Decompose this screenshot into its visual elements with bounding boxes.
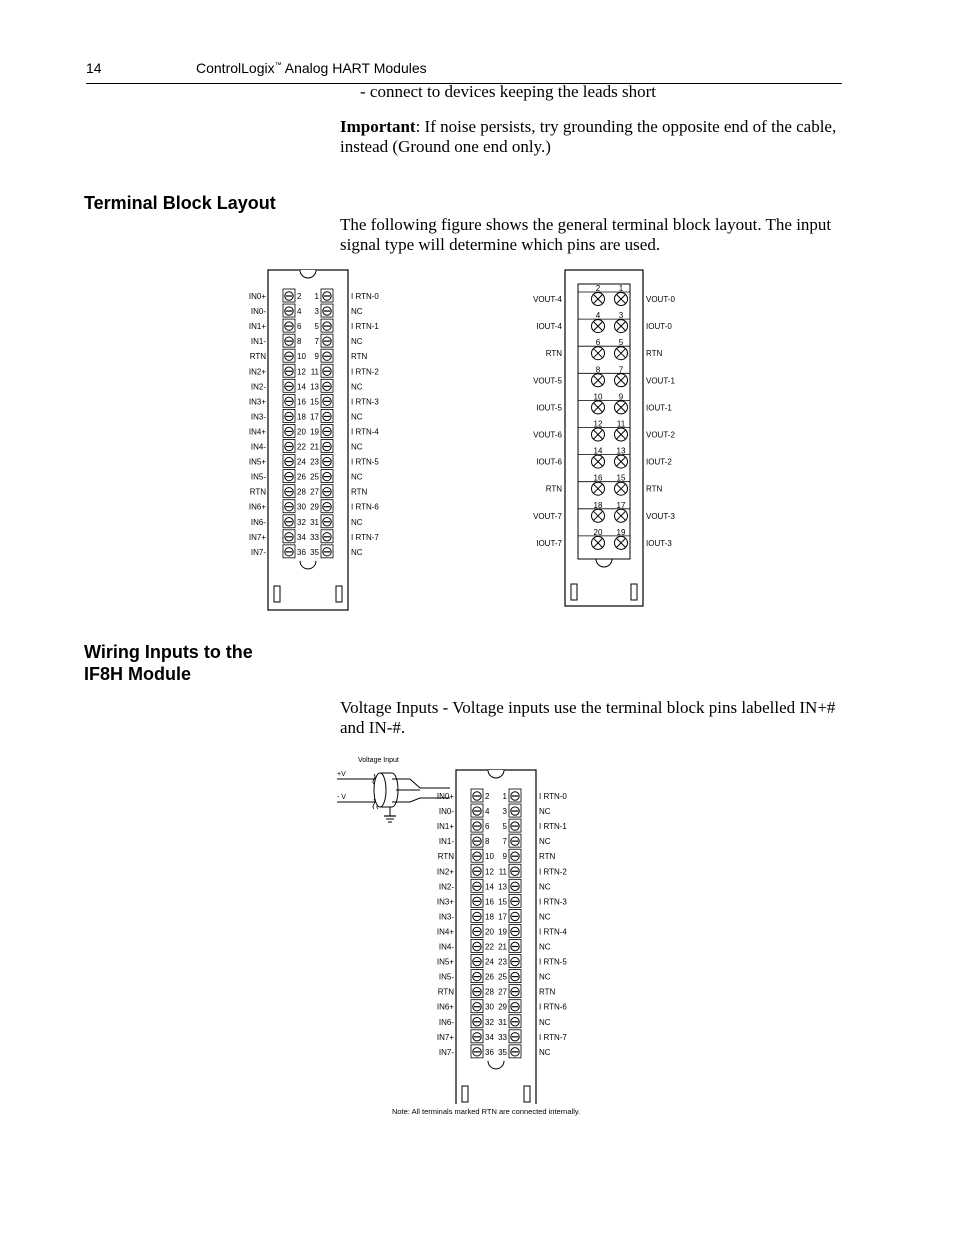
terminal-label-left: IN6-: [438, 1017, 454, 1027]
pin-number: 30: [297, 502, 306, 512]
pin-number: 27: [310, 487, 319, 497]
pin-number: 15: [616, 473, 626, 483]
terminal-label-left: IN6-: [250, 517, 266, 527]
terminal-label-left: IN5+: [436, 957, 454, 967]
pin-number: 25: [498, 972, 507, 982]
pin-number: 15: [310, 397, 319, 407]
important-label: Important: [340, 117, 416, 136]
pin-number: 35: [498, 1047, 507, 1057]
pin-number: 13: [310, 382, 319, 392]
terminal-label-right: I RTN-2: [539, 867, 567, 877]
pin-number: 23: [498, 957, 507, 967]
terminal-label-left: IN6+: [436, 1002, 454, 1012]
terminal-label-left: RTN: [437, 852, 454, 862]
pin-number: 36: [297, 547, 306, 557]
pin-number: 14: [485, 882, 494, 892]
terminal-label-right: I RTN-0: [539, 792, 567, 801]
page-number: 14: [86, 60, 102, 76]
pin-number: 18: [593, 500, 603, 510]
release-tab-left: [274, 586, 280, 602]
wiring-heading: [84, 641, 253, 685]
terminal-label-right: I RTN-6: [351, 502, 379, 512]
pin-number: 13: [616, 446, 626, 456]
terminal-label-right: NC: [351, 517, 363, 527]
terminal-label-right: IOUT-1: [646, 403, 672, 413]
pin-number: 14: [297, 382, 306, 392]
terminal-label-left: IN4+: [436, 927, 454, 937]
intro-paragraph: The following figure shows the general terminal block layout. The input signal type will determine which pins are used.: [340, 215, 832, 254]
terminal-label-right: VOUT-2: [646, 430, 675, 440]
pin-number: 21: [498, 942, 507, 952]
terminal-label-left: RTN: [437, 987, 454, 997]
terminal-label-right: RTN: [539, 987, 556, 997]
pin-number: 10: [297, 352, 306, 362]
pin-number: 4: [297, 307, 302, 317]
minus-v-label: - V: [337, 794, 346, 801]
terminal-label-right: NC: [351, 382, 363, 392]
terminal-block-outline: [456, 770, 536, 1104]
terminal-label-left: VOUT-6: [533, 430, 562, 440]
input-terminal-block-diagram: [240, 266, 390, 612]
cable-shield-end: [374, 773, 386, 807]
terminal-label-left: IN7-: [438, 1047, 454, 1057]
terminal-label-right: NC: [351, 472, 363, 482]
pin-number: 12: [593, 419, 603, 429]
terminal-label-right: VOUT-3: [646, 511, 675, 521]
terminal-label-right: I RTN-7: [539, 1032, 567, 1042]
pin-number: 18: [297, 412, 306, 422]
terminal-label-left: IN1+: [248, 322, 266, 332]
pin-number: 33: [498, 1032, 507, 1042]
terminal-label-left: IN0+: [248, 292, 266, 301]
terminal-label-left: RTN: [545, 349, 562, 359]
pin-number: 29: [498, 1002, 507, 1012]
voltage-input-label: Voltage Input: [358, 757, 399, 764]
pin-number: 6: [297, 322, 302, 332]
terminal-label-right: NC: [539, 1017, 551, 1027]
header-subtitle: Analog HART Modules: [284, 60, 427, 76]
leads-instruction: - connect to devices keeping the leads short: [360, 82, 656, 101]
pin-number: 17: [616, 500, 626, 510]
terminal-label-right: I RTN-1: [539, 822, 567, 832]
pin-number: 12: [297, 367, 306, 377]
terminal-label-left: IN4+: [248, 427, 266, 437]
pin-number: 26: [485, 972, 494, 982]
pin-number: 11: [310, 367, 319, 377]
pin-number: 19: [498, 927, 507, 937]
pin-number: 1: [314, 292, 319, 301]
terminal-label-right: I RTN-0: [351, 292, 379, 301]
pin-number: 9: [502, 852, 507, 862]
terminal-label-right: NC: [351, 412, 363, 422]
header-title: ControlLogix: [196, 60, 275, 76]
pin-number: 23: [310, 457, 319, 467]
terminal-label-right: RTN: [646, 349, 663, 359]
voltage-wiring-diagram: [330, 748, 570, 1104]
output-terminal-block-diagram: [520, 266, 690, 612]
pin-number: 17: [498, 912, 507, 922]
pin-number: 12: [485, 867, 494, 877]
pin-number: 18: [485, 912, 494, 922]
pin-number: 34: [297, 532, 306, 542]
terminal-label-right: RTN: [646, 484, 663, 494]
pin-number: 22: [297, 442, 306, 452]
terminal-label-right: I RTN-4: [351, 427, 379, 437]
terminal-label-left: VOUT-4: [533, 295, 562, 304]
pin-number: 30: [485, 1002, 494, 1012]
terminal-label-right: RTN: [351, 487, 368, 497]
terminal-label-left: IN4-: [250, 442, 266, 452]
pin-number: 32: [297, 517, 306, 527]
terminal-label-right: I RTN-2: [351, 367, 379, 377]
terminal-label-right: I RTN-5: [351, 457, 379, 467]
terminal-label-left: IN2+: [248, 367, 266, 377]
terminal-label-right: NC: [351, 337, 363, 347]
important-paragraph: [340, 117, 845, 157]
pin-number: 8: [297, 337, 302, 347]
release-tab-right: [336, 586, 342, 602]
pin-number: 9: [314, 352, 319, 362]
pin-number: 16: [485, 897, 494, 907]
terminal-label-left: IN0-: [250, 307, 266, 317]
terminal-label-right: IOUT-2: [646, 457, 672, 467]
pin-number: 28: [485, 987, 494, 997]
release-tab-left: [462, 1086, 468, 1102]
terminal-label-left: IN7+: [248, 532, 266, 542]
terminal-label-right: NC: [539, 837, 551, 847]
pin-number: 25: [310, 472, 319, 482]
pin-number: 6: [485, 822, 490, 832]
pin-number: 34: [485, 1032, 494, 1042]
pin-number: 2: [485, 792, 490, 801]
terminal-label-left: IN2-: [250, 382, 266, 392]
pin-number: 35: [310, 547, 319, 557]
pin-number: 11: [498, 867, 507, 877]
terminal-label-right: I RTN-4: [539, 927, 567, 937]
pin-number: 10: [485, 852, 494, 862]
pin-number: 22: [485, 942, 494, 952]
terminal-label-right: NC: [351, 547, 363, 557]
terminal-label-right: IOUT-0: [646, 322, 672, 332]
pin-number: 31: [498, 1017, 507, 1027]
terminal-label-left: IN2+: [436, 867, 454, 877]
pin-number: 27: [498, 987, 507, 997]
pin-number: 3: [314, 307, 319, 317]
voltage-inputs-paragraph: Voltage Inputs - Voltage inputs use the terminal block pins labelled IN+# and IN-#.: [340, 698, 836, 737]
terminal-label-left: IOUT-5: [536, 403, 562, 413]
pin-number: 11: [616, 419, 626, 429]
terminal-label-right: I RTN-6: [539, 1002, 567, 1012]
pin-number: 32: [485, 1017, 494, 1027]
pin-number: 24: [297, 457, 306, 467]
terminal-block-outline: [268, 270, 348, 610]
pin-number: 9: [618, 392, 624, 402]
terminal-label-left: IN0+: [436, 792, 454, 801]
pin-number: 20: [297, 427, 306, 437]
terminal-label-left: IOUT-7: [536, 538, 562, 548]
terminal-label-left: IN2-: [438, 882, 454, 892]
terminal-label-left: IN7+: [436, 1032, 454, 1042]
pin-number: 6: [595, 338, 601, 348]
terminal-label-right: NC: [351, 442, 363, 452]
terminal-label-right: I RTN-3: [351, 397, 379, 407]
terminal-label-left: RTN: [249, 352, 266, 362]
terminal-label-left: IN1-: [438, 837, 454, 847]
pin-number: 5: [314, 322, 319, 332]
pin-number: 29: [310, 502, 319, 512]
release-tab-right: [524, 1086, 530, 1102]
pin-number: 4: [485, 807, 490, 817]
pin-number: 5: [502, 822, 507, 832]
pin-number: 16: [593, 473, 603, 483]
pin-number: 5: [618, 338, 624, 348]
wiring-heading-line2: IF8H Module: [84, 664, 191, 684]
terminal-label-left: IN3+: [436, 897, 454, 907]
terminal-label-right: I RTN-1: [351, 322, 379, 332]
pin-number: 1: [502, 792, 507, 801]
terminal-label-right: NC: [539, 882, 551, 892]
pin-number: 7: [618, 365, 624, 375]
release-tab-left: [571, 584, 577, 600]
terminal-block-heading: Terminal Block Layout: [84, 193, 276, 213]
pin-number: 2: [595, 284, 601, 293]
terminal-label-right: RTN: [351, 352, 368, 362]
running-header: [196, 60, 427, 76]
terminal-label-left: IOUT-4: [536, 322, 562, 332]
pin-number: 21: [310, 442, 319, 452]
terminal-label-left: IN3-: [438, 912, 454, 922]
pin-number: 15: [498, 897, 507, 907]
terminal-label-left: RTN: [249, 487, 266, 497]
terminal-label-right: RTN: [539, 852, 556, 862]
terminal-label-right: I RTN-7: [351, 532, 379, 542]
pin-number: 36: [485, 1047, 494, 1057]
terminal-label-left: VOUT-7: [533, 511, 562, 521]
terminal-label-right: I RTN-3: [539, 897, 567, 907]
terminal-label-right: NC: [539, 942, 551, 952]
pin-number: 24: [485, 957, 494, 967]
terminal-label-left: VOUT-5: [533, 376, 562, 386]
terminal-label-left: IN6+: [248, 502, 266, 512]
pin-number: 31: [310, 517, 319, 527]
pin-number: 14: [593, 446, 603, 456]
pin-number: 20: [485, 927, 494, 937]
terminal-label-left: IN7-: [250, 547, 266, 557]
pin-number: 3: [502, 807, 507, 817]
pin-number: 4: [595, 311, 601, 321]
pin-number: 20: [593, 527, 603, 537]
pin-number: 19: [310, 427, 319, 437]
terminal-label-left: RTN: [545, 484, 562, 494]
pin-number: 33: [310, 532, 319, 542]
pin-number: 10: [593, 392, 603, 402]
pin-number: 8: [485, 837, 490, 847]
terminal-label-right: VOUT-0: [646, 295, 675, 304]
terminal-label-left: IN5-: [250, 472, 266, 482]
terminal-label-left: IN3+: [248, 397, 266, 407]
pin-number: 3: [618, 311, 624, 321]
terminal-label-left: IN0-: [438, 807, 454, 817]
terminal-label-right: NC: [539, 1047, 551, 1057]
terminal-label-right: NC: [539, 972, 551, 982]
terminal-label-left: IN5+: [248, 457, 266, 467]
pin-number: 16: [297, 397, 306, 407]
terminal-label-left: IN1-: [250, 337, 266, 347]
terminal-label-left: IN4-: [438, 942, 454, 952]
plus-v-label: +V: [337, 771, 346, 778]
release-tab-right: [631, 584, 637, 600]
rtn-note: Note: All terminals marked RTN are connected internally.: [392, 1107, 581, 1116]
important-body: : If noise persists, try grounding the opposite end of the cable, instead (Ground one end only.): [340, 117, 837, 156]
pin-number: 13: [498, 882, 507, 892]
wiring-heading-line1: Wiring Inputs to the: [84, 642, 253, 662]
terminal-label-right: IOUT-3: [646, 538, 672, 548]
terminal-label-right: NC: [351, 307, 363, 317]
pin-number: 2: [297, 292, 302, 301]
terminal-label-right: I RTN-5: [539, 957, 567, 967]
pin-number: 7: [502, 837, 507, 847]
trademark-symbol: ™: [274, 62, 282, 69]
terminal-label-right: NC: [539, 912, 551, 922]
terminal-label-right: VOUT-1: [646, 376, 675, 386]
pin-number: 19: [616, 527, 626, 537]
terminal-label-left: IN3-: [250, 412, 266, 422]
pin-number: 17: [310, 412, 319, 422]
pin-number: 1: [618, 284, 624, 293]
pin-number: 26: [297, 472, 306, 482]
plus-lead: [392, 779, 450, 788]
pin-number: 7: [314, 337, 319, 347]
break-mark: [373, 799, 375, 809]
terminal-label-left: IN5-: [438, 972, 454, 982]
terminal-label-left: IOUT-6: [536, 457, 562, 467]
terminal-label-left: IN1+: [436, 822, 454, 832]
pin-number: 28: [297, 487, 306, 497]
pin-number: 8: [595, 365, 601, 375]
terminal-label-right: NC: [539, 807, 551, 817]
